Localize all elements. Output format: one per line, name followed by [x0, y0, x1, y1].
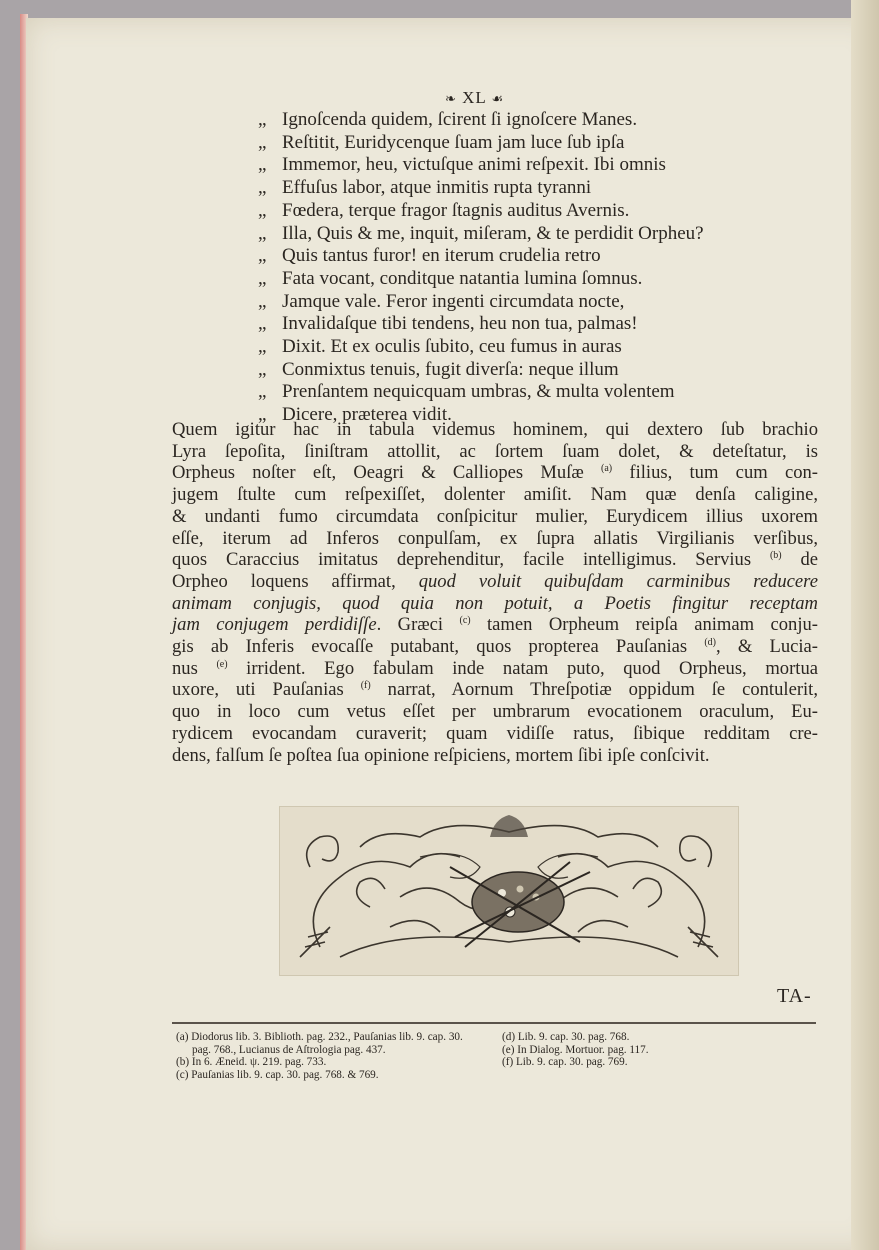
catchword: TA-	[777, 985, 812, 1007]
text-line: jam conjugem perdidiſſe. Græci $^{(c)}$ tamen Orpheum reipſa animam conju-	[172, 614, 818, 636]
text-line: dens, falſum ſe poſtea ſua opinione reſpiciens, mortem ſibi ipſe conſcivit.	[172, 744, 710, 766]
footnote: (a) Diodorus lib. 3. Biblioth. pag. 232., Pauſanias lib. 9. cap. 30.	[176, 1031, 463, 1043]
engraved-vignette	[279, 806, 739, 976]
verse-line: „ Dicere, præterea vidit.	[258, 404, 452, 426]
verse-line: „ Illa, Quis & me, inquit, miſeram, & te perdidit Orpheu?	[258, 222, 704, 244]
text-line: nus $^{(e)}$ irrident. Ego fabulam inde natam puto, quod Orpheus, mortua	[172, 657, 818, 679]
footnote: pag. 768., Lucianus de Aſtrologia pag. 437.	[192, 1043, 386, 1056]
text-line: Orpheo loquens affirmat, quod voluit quibuſdam carminibus reducere	[172, 570, 818, 592]
verse-line: „ Effuſus labor, atque inmitis rupta tyranni	[258, 177, 592, 199]
vignette-ornament-icon	[280, 807, 738, 975]
verse-line: „ Quis tantus furor! en iterum crudelia retro	[258, 245, 601, 267]
page-number: XL	[462, 88, 487, 107]
verse-line: „ Invalidaſque tibi tendens, heu non tua, palmas!	[258, 313, 638, 335]
page-header	[445, 88, 504, 108]
verse-quotation	[258, 109, 704, 427]
body-paragraph	[172, 419, 818, 766]
verse-line: „ Dixit. Et ex oculis ſubito, ceu fumus in auras	[258, 336, 622, 358]
footnote-rule	[172, 1022, 816, 1024]
verse-line: „ Fœdera, terque fragor ſtagnis auditus Avernis.	[258, 199, 630, 221]
footnote-ref-b: (b)	[769, 550, 782, 562]
ornament-right-icon: ☙	[491, 91, 505, 106]
text-line: jugem ſtulte cum reſpexiſſet, dolenter amiſit. Nam quæ denſa caligine,	[172, 484, 818, 506]
footnote: (c) Pauſanias lib. 9. cap. 30. pag. 768. & 769.	[176, 1068, 379, 1081]
footnote-ref-d: (d)	[704, 636, 717, 648]
text-line: & undanti fumo circumdata conſpicitur mulier, Eurydicem illius uxorem	[172, 505, 818, 527]
text-line: quos Caraccius imitatus deprehenditur, facile intelligimus. Servius $^{(b)}$ de	[172, 549, 818, 571]
text-line: uxore, uti Pauſanias $^{(f)}$ narrat, Aornum Threſpotiæ oppidum ſe contulerit,	[172, 679, 818, 701]
verse-line: „ Ignoſcenda quidem, ſcirent ſi ignoſcere Manes.	[258, 109, 638, 130]
footnotes-left-column	[176, 1031, 496, 1081]
footnote-ref-e: (e)	[216, 658, 228, 670]
footnote: (b) In 6. Æneid. ψ. 219. pag. 733.	[176, 1056, 327, 1069]
footnote-ref-f: (f)	[360, 680, 371, 692]
verse-line: „ Reſtitit, Euridycenque ſuam jam luce ſub ipſa	[258, 131, 625, 153]
footnote-ref-c: (c)	[459, 615, 471, 627]
footnotes-right-column	[502, 1031, 802, 1069]
footnote-ref-a: (a)	[601, 463, 613, 475]
verse-line: „ Immemor, heu, victuſque animi reſpexit. Ibi omnis	[258, 154, 666, 176]
text-line: eſſe, iterum ad Inferos conpulſam, ex ſupra allatis Virgilianis verſibus,	[172, 527, 818, 549]
text-line: Orpheus noſter eſt, Oeagri & Calliopes Muſæ $^{(a)}$ filius, tum cum con-	[172, 462, 818, 484]
text-line: animam conjugis, quod quia non potuit, a Poetis fingitur receptam	[172, 592, 818, 614]
verse-line: „ Conmixtus tenuis, fugit diverſa: neque illum	[258, 358, 619, 380]
text-line: gis ab Inferis evocaſſe putabant, quos propterea Pauſanias $^{(d)}$, & Lucia-	[172, 636, 818, 658]
footnote: (f) Lib. 9. cap. 30. pag. 769.	[502, 1056, 628, 1069]
text-line: quo in loco cum vetus eſſet per umbrarum evocationem oraculum, Eu-	[172, 701, 818, 723]
ornament-left-icon: ❧	[445, 91, 457, 106]
footnote: (d) Lib. 9. cap. 30. pag. 768.	[502, 1031, 630, 1043]
text-line: Lyra ſepoſita, ſiniſtram attollit, ac ſortem ſuam dolet, & deteſtatur, is	[172, 440, 818, 462]
verse-line: „ Prenſantem nequicquam umbras, & multa volentem	[258, 381, 675, 403]
verse-line: „ Fata vocant, conditque natantia lumina ſomnus.	[258, 267, 643, 289]
verse-line: „ Jamque vale. Feror ingenti circumdata nocte,	[258, 290, 625, 312]
text-line: rydicem evocandam curaverit; quam vidiſſe ratus, ſibique redditam cre-	[172, 722, 818, 744]
right-page-edge	[851, 0, 879, 1250]
text-line: Quem igitur hac in tabula videmus hominem, qui dextero ſub brachio	[172, 419, 818, 440]
footnote: (e) In Dialog. Mortuor. pag. 117.	[502, 1043, 649, 1056]
